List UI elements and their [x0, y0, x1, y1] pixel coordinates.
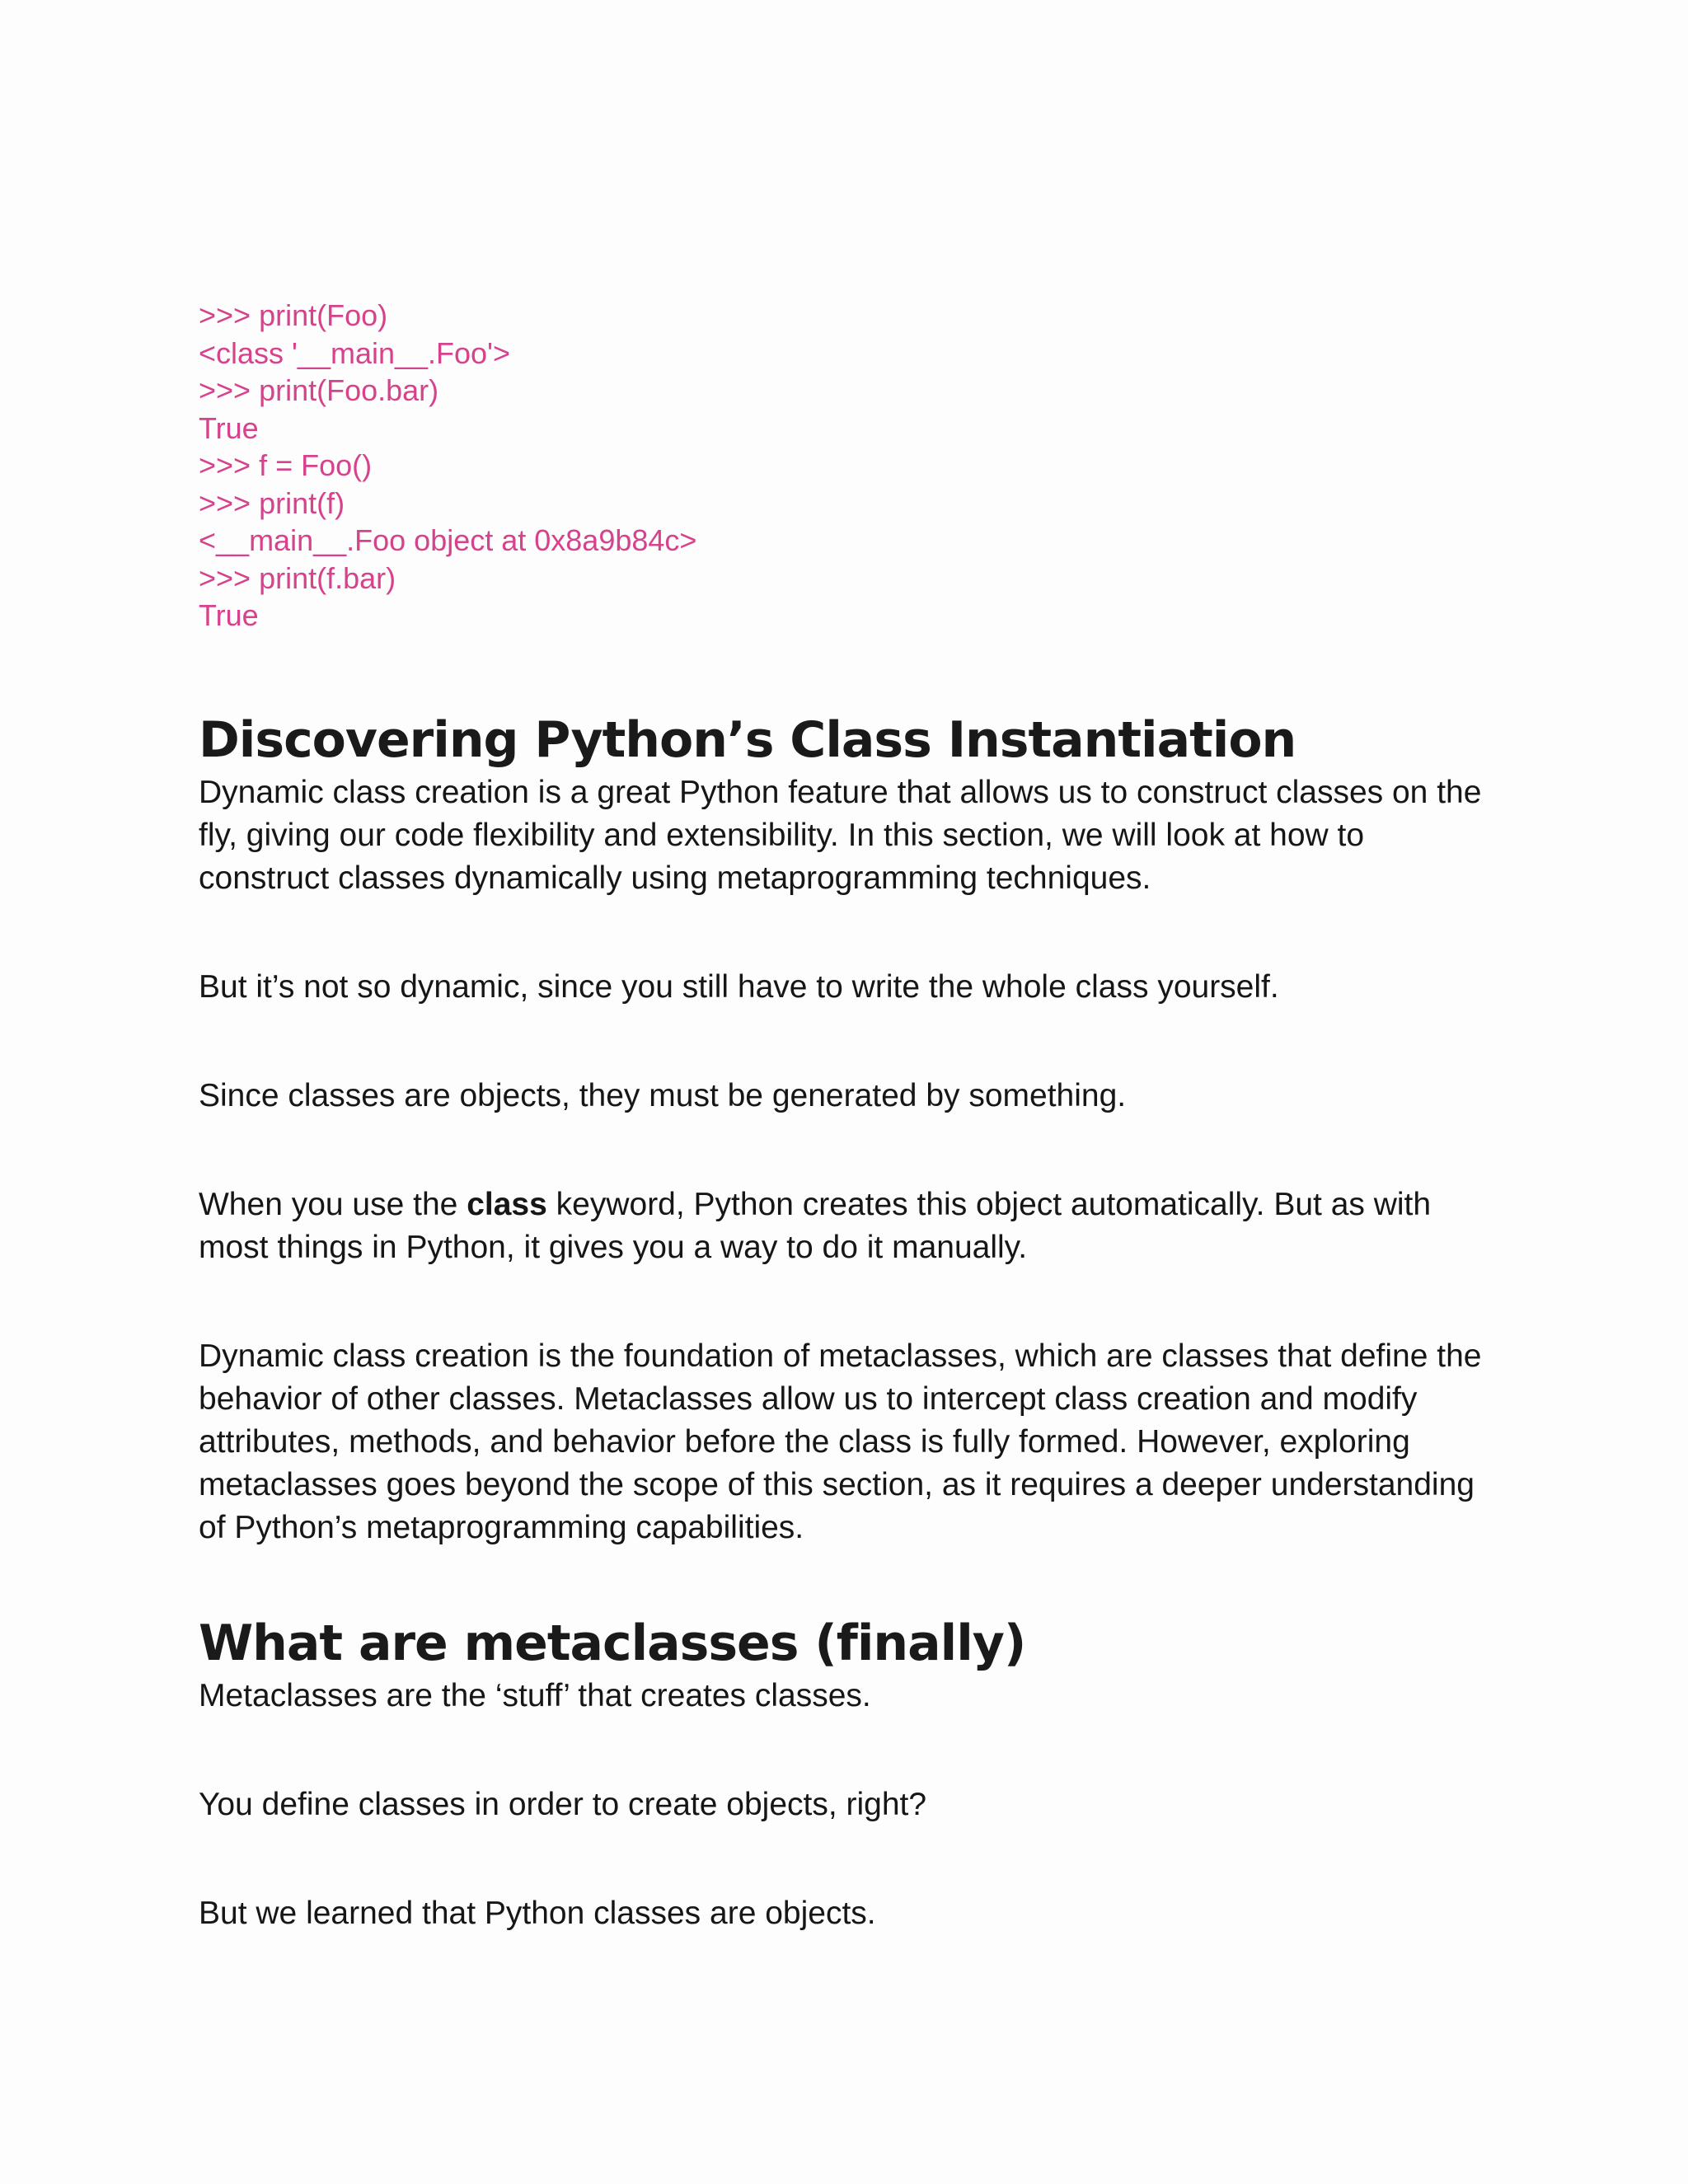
paragraph-text: keyword, Python creates this object automatically. But as with most things in Python, it gives you a way to do it manually.	[199, 1186, 1432, 1265]
code-line: >>> print(Foo)	[199, 298, 388, 332]
paragraph-text: When you use the	[199, 1186, 467, 1222]
code-line: True	[199, 598, 259, 632]
code-line: <__main__.Foo object at 0x8a9b84c>	[199, 523, 697, 557]
code-line: >>> print(f)	[199, 485, 345, 520]
paragraph-class-keyword	[199, 1183, 1501, 1269]
paragraph: Dynamic class creation is a great Python feature that allows us to construct classes on the fly, giving our code flexibility and extensibility. In this section, we will look at how to construct classes dynamically using metaprogramming techniques.	[199, 774, 1482, 896]
code-line: >>> print(f.bar)	[199, 560, 396, 595]
paragraph: But it’s not so dynamic, since you still have to write the whole class yourself.	[199, 968, 1279, 1005]
code-line: >>> f = Foo()	[199, 448, 373, 482]
paragraph: You define classes in order to create objects, right?	[199, 1786, 927, 1822]
paragraph: Metaclasses are the ‘stuff’ that creates classes.	[199, 1677, 871, 1713]
paragraph: Dynamic class creation is the foundation of metaclasses, which are classes that define the behavior of other classes. Metaclasses allow us to intercept class creation and modify attributes, methods, and behavior before the class is fully formed. However, exploring metaclasses goes beyond the scope of this section, as it requires a deeper understanding of Python’s metaprogramming capabilities.	[199, 1338, 1482, 1545]
paragraph: But we learned that Python classes are objects.	[199, 1895, 876, 1931]
code-line: True	[199, 410, 259, 445]
code-line: >>> print(Foo.bar)	[199, 373, 439, 407]
keyword-class: class	[467, 1186, 547, 1222]
section-heading-metaclasses: What are metaclasses (finally)	[199, 1614, 1026, 1672]
code-block	[199, 297, 1501, 635]
code-line: <class '__main__.Foo'>	[199, 335, 510, 370]
section-heading-class-instantiation: Discovering Python’s Class Instantiation	[199, 710, 1296, 769]
paragraph: Since classes are objects, they must be generated by something.	[199, 1077, 1127, 1113]
page-content	[199, 297, 1501, 1935]
